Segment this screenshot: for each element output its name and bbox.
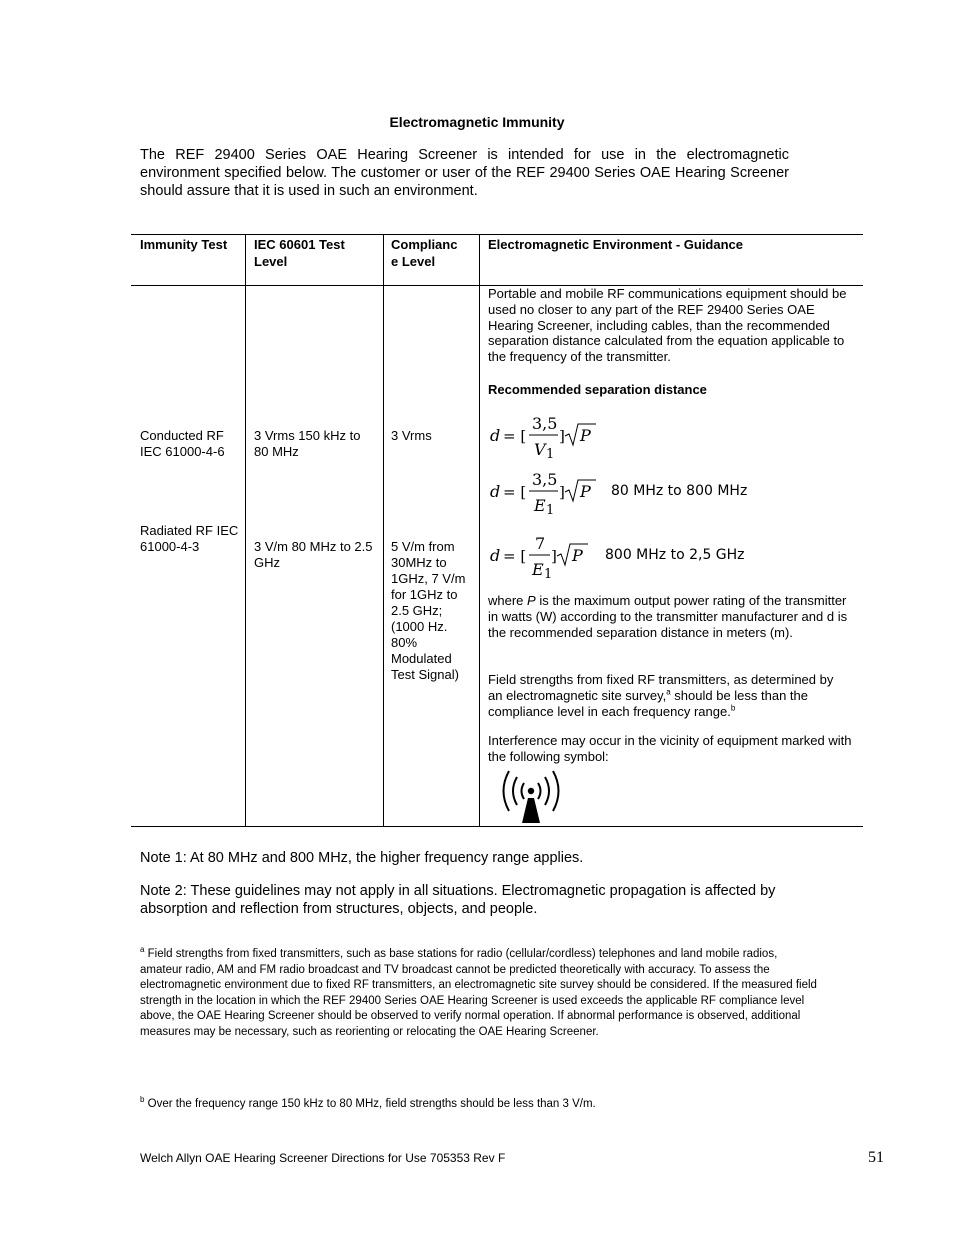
where-prefix: where [488,593,528,608]
row-radiated-level: 3 V/m 80 MHz to 2.5 GHz [254,539,373,570]
svg-text:P: P [572,546,583,565]
intro-paragraph: The REF 29400 Series OAE Hearing Screener is intended for use in the electromagnetic environment specified below. The customer or user of the REF 29400 Series OAE Hearing Screener should assure that it is used in such an environment. [140,147,789,199]
svg-text:P: P [580,482,591,501]
row-radiated-compliance: 5 V/m from 30MHz to 1GHz, 7 V/m for 1GHz to 2.5 GHz; (1000 Hz. 80% Modulated Test Signal) [391,539,466,682]
row-conducted-level: 3 Vrms 150 kHz to 80 MHz [254,428,361,459]
header-immunity-test: Immunity Test [140,237,228,252]
formula-3-denominator: E [532,560,544,579]
header-guidance: Electromagnetic Environment - Guidance [488,237,743,252]
formula-3-subscript: 1 [544,567,553,582]
svg-text:= [: = [ [503,547,527,565]
formula-3-numerator: 7 [535,534,546,553]
field-sup-b: b [730,703,736,713]
formula-2-subscript: 1 [546,503,555,518]
svg-text:d: d [490,546,501,565]
footnote-b-mark: b [140,1095,145,1105]
table-col-divider-3 [479,234,480,827]
svg-text:P: P [580,426,591,445]
svg-text:d: d [490,426,501,445]
footnote-a-text: Field strengths from fixed transmitters, such as base stations for radio (cellular/cordless) telephones and land mobile radios, amateur radio, AM and FM radio broadcast and TV broadcast cannot be predicted theoretically with accuracy. To assess the electromagnetic environment due to fixed RF transmitters, an electromagnetic site survey should be considered. If the measured field strength in the location in which the REF 29400 Series OAE Hearing Screener is used exceeds the applicable RF compliance level above, the OAE Hearing Screener should be observed to verify normal operation. If abnormal performance is observed, additional measures may be necessary, such as reorienting or relocating the OAE Hearing Screener. [140,948,817,1038]
note-1: Note 1: At 80 MHz and 800 MHz, the higher frequency range applies. [140,850,584,866]
formula-1-denominator: V [534,440,546,459]
svg-text:]: ] [551,547,557,565]
interference-paragraph: Interference may occur in the vicinity of equipment marked with the following symbol: [488,733,852,764]
row-conducted-compliance: 3 Vrms [391,428,432,443]
where-variable: P [527,593,536,608]
header-compliance-level: Complianc e Level [391,237,458,269]
row-conducted-test: Conducted RF IEC 61000-4-6 [140,428,225,459]
formula-2-range: 80 MHz to 800 MHz [611,483,748,499]
svg-text:= [: = [ [503,483,527,501]
footnote-b [140,1097,820,1113]
svg-text:d: d [490,482,501,501]
field-text-a: Field strengths from fixed RF transmitters, as determined by an electromagnetic site survey, [488,672,834,703]
guidance-paragraph: Portable and mobile RF communications equipment should be used no closer to any part of the REF 29400 Series OAE Hearing Screener, including cables, than the recommended separation distance calculated from the equation applicable to the frequency of the transmitter. [488,286,847,365]
formula-1-subscript: 1 [546,447,555,462]
table-top-border [131,234,863,235]
table-col-divider-1 [245,234,246,827]
field-strength-paragraph [488,672,850,719]
svg-text:]: ] [559,427,565,445]
formula-radiated-high [488,532,608,588]
page-number: 51 [868,1149,884,1166]
header-test-level: IEC 60601 Test Level [254,237,345,269]
footnote-b-text: Over the frequency range 150 kHz to 80 MHz, field strengths should be less than 3 V/m. [147,1098,596,1110]
where-rest: is the maximum output power rating of the transmitter in watts (W) according to the transmitter manufacturer and d is the recommended separation distance in meters (m). [488,593,848,640]
footnote-a [140,947,820,1041]
formula-2-numerator: 3,5 [532,470,558,489]
svg-text:]: ] [559,483,565,501]
formula-conducted [488,412,608,468]
recommended-distance-heading: Recommended separation distance [488,382,707,397]
svg-text:= [: = [ [503,427,527,445]
where-paragraph [488,593,848,640]
footer-document-id: Welch Allyn OAE Hearing Screener Directions for Use 705353 Rev F [140,1151,506,1165]
note-2: Note 2: These guidelines may not apply in all situations. Electromagnetic propagation is affected by absorption and reflection from structures, objects, and people. [140,883,776,917]
table-col-divider-2 [383,234,384,827]
footnote-a-mark: a [140,945,145,955]
field-text-b: should be less than the compliance level in each frequency range. [488,687,809,719]
formula-radiated-low [488,468,608,524]
page-title: Electromagnetic Immunity [389,114,565,130]
radio-transmitter-icon [497,770,565,829]
formula-3-range: 800 MHz to 2,5 GHz [605,547,745,563]
row-radiated-test: Radiated RF IEC 61000-4-3 [140,523,239,554]
formula-1-numerator: 3,5 [532,414,558,433]
formula-2-denominator: E [534,496,546,515]
field-sup-a: a [666,687,671,697]
